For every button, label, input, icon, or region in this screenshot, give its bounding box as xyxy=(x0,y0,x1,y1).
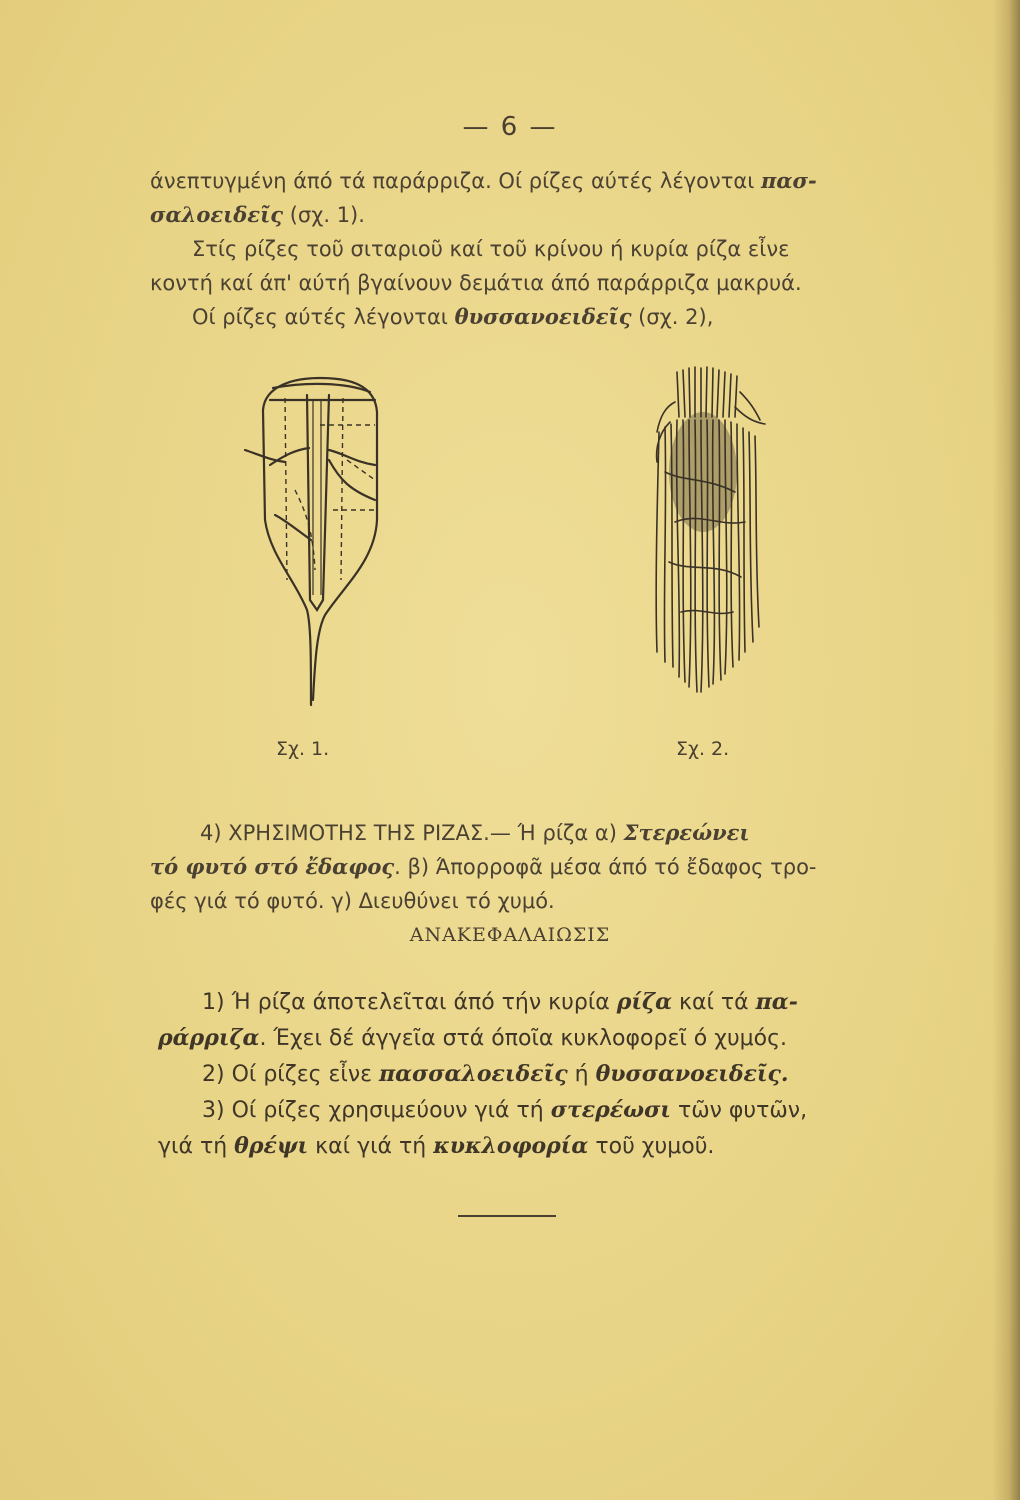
page-edge-shadow xyxy=(992,0,1020,1500)
page-number: — 6 — xyxy=(462,112,558,142)
summary-list xyxy=(158,984,898,1164)
intro-line-1: άνεπτυγμένη άπό τά παράρριζα. Οί ρίζες αύτές λέγονται πασ- xyxy=(150,168,817,193)
term-stereonei: Στερεώνει xyxy=(623,820,750,845)
intro-line-3: Στίς ρίζες τοῦ σιταριοῦ καί τοῦ κρίνου ή κυρία ρίζα εἶνε xyxy=(192,237,790,261)
usefulness-line-3: φές γιά τό φυτό. γ) Διευθύνει τό χυμό. xyxy=(150,889,555,913)
figure-2-fibrous-root-illustration xyxy=(645,362,775,702)
end-rule-divider xyxy=(458,1215,556,1217)
term-thyssanoeideis: θυσσανοειδεῖς xyxy=(454,304,632,329)
intro-line-5: Οί ρίζες αύτές λέγονται θυσσανοειδεῖς (σχ. 2), xyxy=(192,304,714,329)
term-passaloeideis: πασ- xyxy=(761,168,817,193)
summary-item-1-cont: ράρριζα. Έχει δέ άγγεῖα στά όποῖα κυκλοφορεῖ ό χυμός. xyxy=(158,1025,788,1051)
figure-1-taproot-illustration xyxy=(225,370,405,725)
summary-item-3: 3) Οί ρίζες χρησιμεύουν γιά τή στερέωσι τῶν φυτῶν, xyxy=(202,1097,808,1123)
intro-line-2: σαλοειδεῖς (σχ. 1). xyxy=(150,202,365,227)
summary-item-2: 2) Οί ρίζες εἶνε πασσαλοειδεῖς ή θυσσανοειδεῖς. xyxy=(202,1061,789,1087)
figure-2-caption: Σχ. 2. xyxy=(676,738,730,760)
intro-line-4: κοντή καί άπ' αύτή βγαίνουν δεμάτια άπό παράρριζα μακρυά. xyxy=(150,271,802,295)
intro-paragraph xyxy=(150,164,890,334)
usefulness-paragraph xyxy=(150,816,890,918)
usefulness-line-2: τό φυτό στό ἔδαφος. β) Άπορροφᾶ μέσα άπό τό ἔδαφος τρο- xyxy=(150,854,817,879)
figure-1-caption: Σχ. 1. xyxy=(276,738,330,760)
summary-item-1: 1) Ή ρίζα άποτελεῖται άπό τήν κυρία ρίζα καί τά πα- xyxy=(202,989,798,1015)
summary-item-3-cont: γιά τή θρέψι καί γιά τή κυκλοφορία τοῦ χυμοῦ. xyxy=(158,1133,715,1159)
usefulness-line-1: 4) ΧΡΗΣΙΜΟΤΗΣ ΤΗΣ ΡΙΖΑΣ.— Ή ρίζα α) Στερεώνει xyxy=(200,820,750,845)
summary-heading: ΑΝΑΚΕΦΑΛΑΙΩΣΙΣ xyxy=(409,924,611,946)
